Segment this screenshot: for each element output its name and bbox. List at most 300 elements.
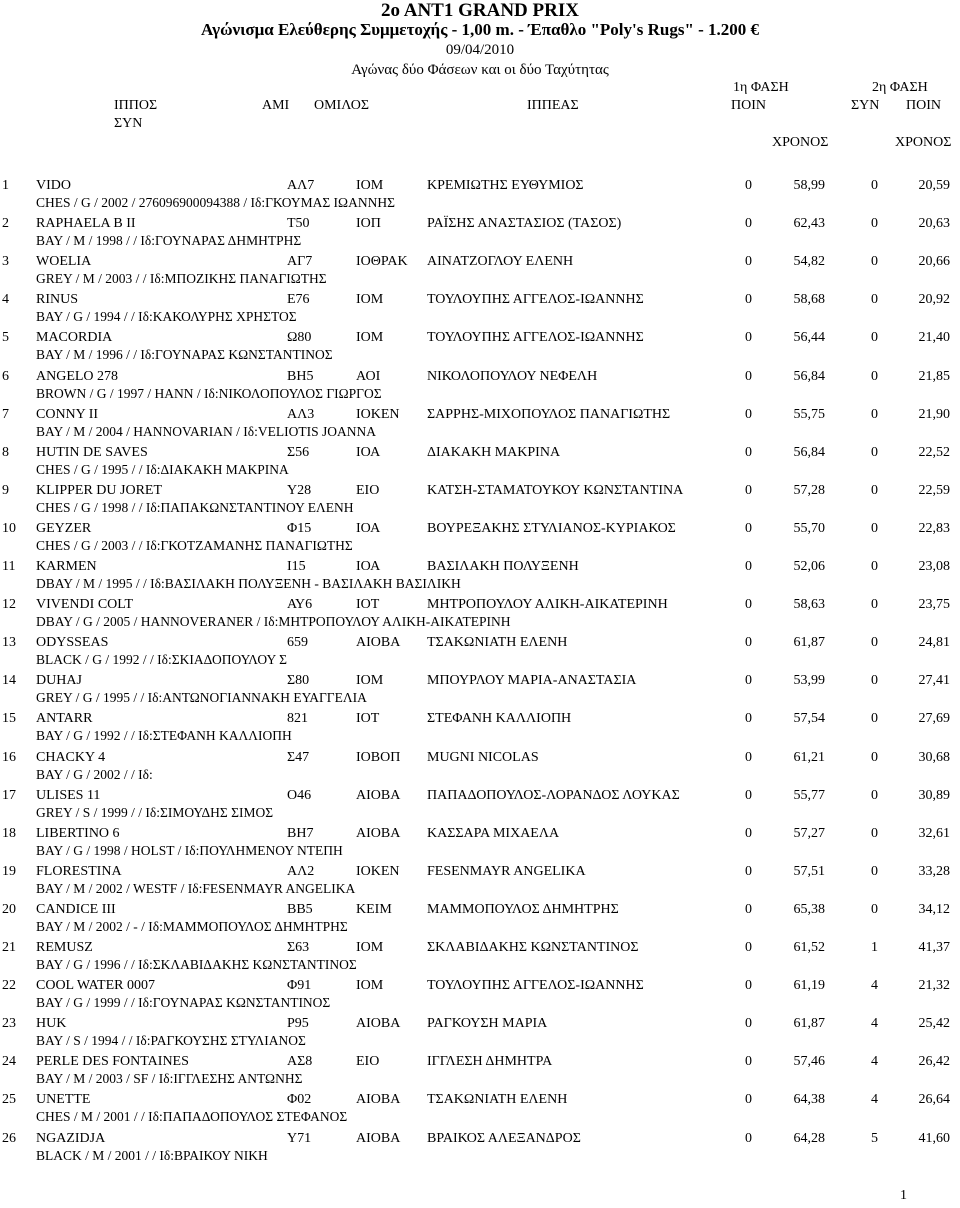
table-row [0, 1015, 960, 1053]
club-name: ΙΟΑ [356, 559, 381, 574]
entry-number: 4 [2, 292, 9, 308]
phase2-faults: 0 [871, 520, 878, 536]
phase1-faults: 0 [745, 178, 752, 193]
phase1-time: 58,68 [793, 292, 825, 308]
phase1-time: 65,38 [793, 901, 825, 917]
table-row [0, 710, 960, 748]
phase2-time: 30,68 [918, 749, 950, 765]
phase1-time: 56,44 [793, 330, 825, 346]
club-name: ΙΟΠ [356, 216, 381, 232]
entry-number: 12 [2, 597, 16, 613]
club-name: ΙΟΜ [356, 292, 384, 308]
horse-details: BLACK / G / 1992 / / Ιδ:ΣΚΙΑΔΟΠΟΥΛΟΥ Σ [36, 652, 287, 668]
table-row [0, 901, 960, 939]
club-name: ΙΟΤ [356, 597, 380, 613]
entry-number: 21 [2, 940, 16, 955]
horse-ami: Σ63 [287, 940, 310, 955]
horse-name: KARMEN [36, 559, 97, 574]
horse-details: BROWN / G / 1997 / HANN / Ιδ:ΝΙΚΟΛΟΠΟΥΛΟΣ ΓΙΩΡΓΟΣ [36, 385, 382, 401]
horse-details: DBAY / G / 2005 / HANNOVERANER / Ιδ:ΜΗΤΡΟΠΟΥΛΟΥ ΑΛΙΚΗ-ΑΙΚΑΤΕΡΙΝΗ [36, 614, 511, 630]
horse-name: WOELIA [36, 254, 92, 270]
entry-number: 13 [2, 635, 16, 651]
table-row [0, 825, 960, 863]
club-name: ΙΟΜ [356, 940, 384, 955]
phase1-faults: 0 [745, 1130, 752, 1146]
phase2-faults: 0 [871, 901, 878, 917]
phase2-faults: 0 [871, 787, 878, 803]
entry-number: 15 [2, 711, 16, 727]
phase2-time: 33,28 [918, 863, 950, 879]
club-name: ΑΙΟΒΑ [356, 635, 401, 651]
horse-details: CHES / G / 2003 / / Ιδ:ΓΚΟΤΖΑΜΑΝΗΣ ΠΑΝΑΓΙΩΤΗΣ [36, 537, 353, 553]
club-name: ΙΟΜ [356, 330, 384, 346]
phase2-time: 22,52 [918, 444, 950, 460]
table-row [0, 253, 960, 291]
horse-ami: ΑΥ6 [287, 597, 313, 613]
rider-name: ΜΑΜΜΟΠΟΥΛΟΣ ΔΗΜΗΤΡΗΣ [427, 901, 619, 917]
horse-details: CHES / G / 1995 / / Ιδ:ΔΙΑΚΑΚΗ ΜΑΚΡΙΝΑ [36, 461, 289, 477]
rider-name: ΜΗΤΡΟΠΟΥΛΟΥ ΑΛΙΚΗ-ΑΙΚΑΤΕΡΙΝΗ [427, 597, 668, 613]
phase2-faults: 0 [871, 597, 878, 613]
rider-name: ΤΣΑΚΩΝΙΑΤΗ ΕΛΕΝΗ [427, 635, 568, 651]
club-name: ΙΟΜ [356, 178, 384, 193]
phase2-time: 21,32 [918, 978, 950, 994]
phase2-faults: 0 [871, 406, 878, 422]
phase2-faults: 0 [871, 368, 878, 384]
phase1-time: 55,70 [793, 520, 825, 536]
horse-ami: ΒΗ5 [287, 368, 314, 384]
phase1-time: 53,99 [793, 673, 825, 689]
phase1-faults: 0 [745, 787, 752, 803]
horse-details: GREY / G / 1995 / / Ιδ:ΑΝΤΩΝΟΓΙΑΝΝΑΚΗ ΕΥΑΓΓΕΛΙΑ [36, 690, 367, 706]
phase1-header: 1η ΦΑΣΗ [733, 80, 789, 95]
rider-name: ΡΑΪΣΗΣ ΑΝΑΣΤΑΣΙΟΣ (ΤΑΣΟΣ) [427, 216, 622, 232]
phase1-faults: 0 [745, 406, 752, 422]
phase1-faults: 0 [745, 978, 752, 994]
phase1-faults: 0 [745, 825, 752, 841]
rider-name: ΣΤΕΦΑΝΗ ΚΑΛΛΙΟΠΗ [427, 711, 572, 727]
event-date: 09/04/2010 [445, 42, 515, 58]
phase1-time: 61,87 [793, 1016, 825, 1032]
horse-details: BAY / S / 1994 / / Ιδ:ΡΑΓΚΟΥΣΗΣ ΣΤΥΛΙΑΝΟΣ [36, 1033, 306, 1049]
horse-ami: ΑΓ7 [287, 254, 313, 270]
entry-number: 20 [2, 901, 16, 917]
entry-number: 24 [2, 1054, 16, 1070]
club-name: ΙΟΜ [356, 978, 384, 994]
phase1-faults: 0 [745, 216, 752, 232]
phase2-faults: 4 [871, 1092, 878, 1108]
horse-details: BAY / M / 1996 / / Ιδ:ΓΟΥΝΑΡΑΣ ΚΩΝΣΤΑΝΤΙΝΟΣ [36, 347, 333, 363]
entry-number: 22 [2, 978, 16, 994]
phase2-faults: 0 [871, 330, 878, 346]
phase1-time: 64,38 [793, 1092, 825, 1108]
phase2-time: 23,08 [918, 559, 950, 574]
phase1-faults: 0 [745, 559, 752, 574]
horse-name: RAPHAELA B II [36, 216, 136, 232]
column-ami: ΑΜΙ [262, 98, 290, 113]
horse-name: FLORESTINA [36, 863, 122, 879]
rider-name: ΚΑΣΣΑΡΑ ΜΙΧΑΕΛΑ [427, 825, 560, 841]
column-faults1: ΠΟΙΝ [731, 98, 766, 113]
table-row [0, 672, 960, 710]
table-row [0, 215, 960, 253]
phase1-faults: 0 [745, 597, 752, 613]
column-time2: ΧΡΟΝΟΣ [895, 135, 952, 150]
phase1-time: 64,28 [793, 1130, 825, 1146]
horse-details: BAY / G / 1992 / / Ιδ:ΣΤΕΦΑΝΗ ΚΑΛΛΙΟΠΗ [36, 728, 292, 744]
phase1-time: 56,84 [793, 368, 825, 384]
rider-name: ΠΑΠΑΔΟΠΟΥΛΟΣ-ΛΟΡΑΝΔΟΣ ΛΟΥΚΑΣ [427, 787, 680, 803]
rider-name: ΒΟΥΡΕΞΑΚΗΣ ΣΤΥΛΙΑΝΟΣ-ΚΥΡΙΑΚΟΣ [427, 520, 676, 536]
horse-details: GREY / S / 1999 / / Ιδ:ΣΙΜΟΥΔΗΣ ΣΙΜΟΣ [36, 804, 274, 820]
phase2-time: 21,85 [918, 368, 950, 384]
table-row [0, 596, 960, 634]
entry-number: 5 [2, 330, 9, 346]
rider-name: MUGNI NICOLAS [427, 749, 539, 765]
entry-number: 9 [2, 482, 9, 498]
horse-name: PERLE DES FONTAINES [36, 1054, 189, 1070]
horse-ami: 821 [287, 711, 308, 727]
horse-name: ODYSSEAS [36, 635, 109, 651]
horse-details: BAY / M / 2003 / SF / Ιδ:ΙΓΓΛΕΣΗΣ ΑΝΤΩΝΗΣ [36, 1071, 303, 1087]
club-name: ΑΙΟΒΑ [356, 1092, 401, 1108]
entry-number: 25 [2, 1092, 16, 1108]
horse-name: VIDO [36, 178, 71, 193]
club-name: ΙΟΘΡΑΚ [356, 254, 408, 270]
phase2-time: 20,59 [918, 178, 950, 193]
club-name: ΑΙΟΒΑ [356, 1130, 401, 1146]
phase2-faults: 0 [871, 254, 878, 270]
horse-ami: ΑΛ2 [287, 863, 315, 879]
club-name: ΙΟΚΕΝ [356, 863, 400, 879]
phase1-time: 57,54 [793, 711, 825, 727]
horse-details: CHES / G / 2002 / 276096900094388 / Ιδ:ΓΚΟΥΜΑΣ ΙΩΑΝΝΗΣ [36, 195, 395, 210]
horse-ami: 659 [287, 635, 308, 651]
club-name: ΕΙΟ [356, 1054, 380, 1070]
entry-number: 8 [2, 444, 9, 460]
horse-name: VIVENDI COLT [36, 597, 134, 613]
phase2-time: 26,64 [918, 1092, 950, 1108]
club-name: ΙΟΑ [356, 444, 381, 460]
horse-ami: Σ80 [287, 673, 310, 689]
horse-name: HUTIN DE SAVES [36, 444, 148, 460]
phase1-time: 61,52 [793, 940, 825, 955]
rider-name: FESENMAYR ANGELIKA [427, 863, 586, 879]
phase1-time: 54,82 [793, 254, 825, 270]
phase2-faults: 0 [871, 482, 878, 498]
column-syn2: ΣΥΝ [851, 98, 880, 113]
phase1-time: 52,06 [793, 559, 825, 574]
horse-details: BAY / M / 2004 / HANNOVARIAN / Ιδ:VELIOTIS JOANNA [36, 423, 376, 439]
rider-name: ΚΡΕΜΙΩΤΗΣ ΕΥΘΥΜΙΟΣ [427, 178, 584, 193]
horse-details: BAY / G / 1996 / / Ιδ:ΣΚΛΑΒΙΔΑΚΗΣ ΚΩΝΣΤΑΝΤΙΝΟΣ [36, 957, 357, 972]
phase1-time: 61,21 [793, 749, 825, 765]
phase2-faults: 0 [871, 863, 878, 879]
entry-number: 2 [2, 216, 9, 232]
phase2-time: 26,42 [918, 1054, 950, 1070]
rider-name: ΣΑΡΡΗΣ-ΜΙΧΟΠΟΥΛΟΣ ΠΑΝΑΓΙΩΤΗΣ [427, 406, 671, 422]
page-title: 2o ANT1 GRAND PRIX [381, 0, 579, 21]
phase2-faults: 0 [871, 178, 878, 193]
entry-number: 6 [2, 368, 9, 384]
club-name: ΙΟΤ [356, 711, 380, 727]
entry-number: 14 [2, 673, 16, 689]
horse-ami: Ε76 [287, 292, 310, 308]
phase2-faults: 1 [871, 940, 878, 955]
event-format: Αγώνας δύο Φάσεων και οι δύο Ταχύτητας [351, 62, 609, 78]
horse-details: BAY / G / 2002 / / Ιδ: [36, 766, 153, 782]
phase2-faults: 0 [871, 635, 878, 651]
entry-number: 17 [2, 787, 16, 803]
phase2-faults: 0 [871, 559, 878, 574]
phase2-faults: 4 [871, 1054, 878, 1070]
entry-number: 11 [2, 559, 16, 574]
phase1-time: 61,19 [793, 978, 825, 994]
horse-name: RINUS [36, 292, 79, 308]
table-row [0, 1130, 960, 1168]
table-row [0, 634, 960, 672]
phase2-faults: 4 [871, 978, 878, 994]
phase1-faults: 0 [745, 673, 752, 689]
horse-name: CANDICE III [36, 901, 116, 917]
phase2-faults: 5 [871, 1130, 878, 1146]
phase2-time: 25,42 [918, 1016, 950, 1032]
phase1-faults: 0 [745, 482, 752, 498]
club-name: ΑΙΟΒΑ [356, 787, 401, 803]
club-name: ΚΕΙΜ [356, 901, 392, 917]
horse-details: BLACK / M / 2001 / / Ιδ:ΒΡΑΙΚΟΥ ΝΙΚΗ [36, 1147, 268, 1163]
horse-name: GEYZER [36, 520, 92, 536]
horse-ami: Ι15 [287, 559, 306, 574]
horse-name: DUHAJ [36, 673, 82, 689]
horse-ami: Σ56 [287, 444, 310, 460]
horse-ami: ΑΣ8 [287, 1054, 313, 1070]
phase1-faults: 0 [745, 940, 752, 955]
phase2-faults: 0 [871, 673, 878, 689]
horse-ami: Υ71 [287, 1130, 312, 1146]
column-faults2: ΠΟΙΝ [906, 98, 941, 113]
rider-name: ΒΑΣΙΛΑΚΗ ΠΟΛΥΞΕΝΗ [427, 559, 579, 574]
table-row [0, 177, 960, 215]
phase2-time: 41,60 [918, 1130, 950, 1146]
table-row [0, 1091, 960, 1129]
horse-name: ANTARR [36, 711, 93, 727]
horse-ami: Φ91 [287, 978, 312, 994]
horse-name: COOL WATER 0007 [36, 978, 155, 994]
phase2-time: 30,89 [918, 787, 950, 803]
entry-number: 19 [2, 863, 16, 879]
horse-name: REMUSZ [36, 940, 93, 955]
table-row [0, 291, 960, 329]
phase2-time: 21,40 [918, 330, 950, 346]
event-subtitle: Αγώνισμα Ελεύθερης Συμμετοχής - 1,00 m. - Έπαθλο "Poly's Rugs" - 1.200 € [200, 20, 760, 39]
phase1-faults: 0 [745, 749, 752, 765]
phase1-time: 62,43 [793, 216, 825, 232]
rider-name: ΙΓΓΛΕΣΗ ΔΗΜΗΤΡΑ [427, 1054, 553, 1070]
club-name: ΑΙΟΒΑ [356, 825, 401, 841]
horse-name: CONNY II [36, 406, 99, 422]
horse-ami: Υ28 [287, 482, 312, 498]
rider-name: ΣΚΛΑΒΙΔΑΚΗΣ ΚΩΝΣΤΑΝΤΙΝΟΣ [427, 940, 639, 955]
phase2-time: 32,61 [918, 825, 950, 841]
phase1-faults: 0 [745, 292, 752, 308]
rider-name: ΤΟΥΛΟΥΠΗΣ ΑΓΓΕΛΟΣ-ΙΩΑΝΝΗΣ [427, 978, 644, 994]
horse-details: CHES / M / 2001 / / Ιδ:ΠΑΠΑΔΟΠΟΥΛΟΣ ΣΤΕΦΑΝΟΣ [36, 1109, 348, 1125]
horse-name: UNETTE [36, 1092, 91, 1108]
horse-name: CHACKY 4 [36, 749, 106, 765]
rider-name: ΝΙΚΟΛΟΠΟΥΛΟΥ ΝΕΦΕΛΗ [427, 368, 598, 384]
phase2-time: 27,69 [918, 711, 950, 727]
page-number: 1 [900, 1188, 907, 1203]
club-name: ΙΟΑ [356, 520, 381, 536]
horse-name: HUK [36, 1016, 67, 1032]
table-row [0, 482, 960, 520]
horse-details: GREY / M / 2003 / / Ιδ:ΜΠΟΖΙΚΗΣ ΠΑΝΑΓΙΩΤΗΣ [36, 271, 327, 287]
table-row [0, 520, 960, 558]
phase1-faults: 0 [745, 520, 752, 536]
horse-name: KLIPPER DU JORET [36, 482, 163, 498]
phase2-faults: 0 [871, 749, 878, 765]
horse-name: ULISES 11 [36, 787, 101, 803]
phase1-faults: 0 [745, 901, 752, 917]
phase1-time: 56,84 [793, 444, 825, 460]
phase1-faults: 0 [745, 1054, 752, 1070]
phase1-time: 58,99 [793, 178, 825, 193]
horse-ami: ΒΒ5 [287, 901, 313, 917]
horse-name: NGAZIDJA [36, 1130, 106, 1146]
horse-details: BAY / M / 2002 / - / Ιδ:ΜΑΜΜΟΠΟΥΛΟΣ ΔΗΜΗΤΡΗΣ [36, 918, 348, 934]
club-name: ΑΟΙ [356, 368, 381, 384]
phase1-time: 57,27 [793, 825, 825, 841]
phase2-time: 34,12 [918, 901, 950, 917]
table-row [0, 977, 960, 1015]
rider-name: ΜΠΟΥΡΛΟΥ ΜΑΡΙΑ-ΑΝΑΣΤΑΣΙΑ [427, 673, 637, 689]
entry-number: 18 [2, 825, 16, 841]
horse-name: LIBERTINO 6 [36, 825, 120, 841]
table-row [0, 939, 960, 977]
phase1-faults: 0 [745, 368, 752, 384]
phase1-faults: 0 [745, 863, 752, 879]
entry-number: 26 [2, 1130, 16, 1146]
phase1-time: 55,75 [793, 406, 825, 422]
column-club: ΟΜΙΛΟΣ [314, 98, 370, 113]
table-row [0, 329, 960, 367]
horse-details: BAY / M / 2002 / WESTF / Ιδ:FESENMAYR ANGELIKA [36, 880, 356, 896]
phase2-faults: 0 [871, 444, 878, 460]
phase2-time: 24,81 [918, 635, 950, 651]
rider-name: ΤΟΥΛΟΥΠΗΣ ΑΓΓΕΛΟΣ-ΙΩΑΝΝΗΣ [427, 330, 644, 346]
table-row [0, 558, 960, 596]
horse-name: MACORDIA [36, 330, 113, 346]
club-name: ΕΙΟ [356, 482, 380, 498]
phase1-time: 55,77 [793, 787, 825, 803]
table-row [0, 863, 960, 901]
table-row [0, 1053, 960, 1091]
table-row [0, 444, 960, 482]
phase2-time: 41,37 [918, 940, 950, 955]
phase1-time: 57,51 [793, 863, 825, 879]
rider-name: ΒΡΑΙΚΟΣ ΑΛΕΞΑΝΔΡΟΣ [427, 1130, 581, 1146]
phase2-faults: 0 [871, 292, 878, 308]
horse-details: BAY / G / 1998 / HOLST / Ιδ:ΠΟΥΛΗΜΕΝΟΥ ΝΤΕΠΗ [36, 842, 343, 858]
phase2-time: 22,59 [918, 482, 950, 498]
phase1-faults: 0 [745, 711, 752, 727]
horse-name: ANGELO 278 [36, 368, 119, 384]
horse-ami: Φ15 [287, 520, 312, 536]
phase2-faults: 0 [871, 711, 878, 727]
column-horse: ΙΠΠΟΣ [114, 98, 158, 113]
rider-name: ΡΑΓΚΟΥΣΗ ΜΑΡΙΑ [427, 1016, 548, 1032]
horse-ami: ΑΛ3 [287, 406, 315, 422]
phase2-time: 20,92 [918, 292, 950, 308]
horse-ami: Ρ95 [287, 1016, 309, 1032]
entry-number: 23 [2, 1016, 16, 1032]
rider-name: ΤΣΑΚΩΝΙΑΤΗ ΕΛΕΝΗ [427, 1092, 568, 1108]
phase1-faults: 0 [745, 254, 752, 270]
horse-details: CHES / G / 1998 / / Ιδ:ΠΑΠΑΚΩΝΣΤΑΝΤΙΝΟΥ ΕΛΕΝΗ [36, 499, 354, 515]
entry-number: 1 [2, 178, 9, 193]
horse-details: BAY / G / 1999 / / Ιδ:ΓΟΥΝΑΡΑΣ ΚΩΝΣΤΑΝΤΙΝΟΣ [36, 995, 331, 1011]
horse-ami: Τ50 [287, 216, 310, 232]
table-row [0, 749, 960, 787]
column-time1: ΧΡΟΝΟΣ [772, 135, 829, 150]
phase2-header: 2η ΦΑΣΗ [872, 80, 928, 95]
phase1-faults: 0 [745, 444, 752, 460]
phase2-faults: 4 [871, 1016, 878, 1032]
phase1-faults: 0 [745, 330, 752, 346]
phase1-faults: 0 [745, 635, 752, 651]
horse-ami: ΑΛ7 [287, 178, 315, 193]
phase2-time: 20,63 [918, 216, 950, 232]
column-syn1: ΣΥΝ [114, 116, 143, 131]
phase2-faults: 0 [871, 216, 878, 232]
club-name: ΑΙΟΒΑ [356, 1016, 401, 1032]
rider-name: ΔΙΑΚΑΚΗ ΜΑΚΡΙΝΑ [427, 444, 561, 460]
entry-number: 10 [2, 520, 16, 536]
entry-number: 7 [2, 406, 9, 422]
entry-number: 16 [2, 749, 16, 765]
horse-details: BAY / G / 1994 / / Ιδ:ΚΑΚΟΛΥΡΗΣ ΧΡΗΣΤΟΣ [36, 309, 297, 325]
phase1-time: 61,87 [793, 635, 825, 651]
horse-details: DBAY / M / 1995 / / Ιδ:ΒΑΣΙΛΑΚΗ ΠΟΛΥΞΕΝΗ - ΒΑΣΙΛΑΚΗ ΒΑΣΙΛΙΚΗ [36, 576, 461, 591]
horse-ami: Φ02 [287, 1092, 312, 1108]
phase2-time: 23,75 [918, 597, 950, 613]
club-name: ΙΟΚΕΝ [356, 406, 400, 422]
horse-ami: Σ47 [287, 749, 310, 765]
phase1-time: 57,28 [793, 482, 825, 498]
phase2-time: 21,90 [918, 406, 950, 422]
horse-details: BAY / M / 1998 / / Ιδ:ΓΟΥΝΑΡΑΣ ΔΗΜΗΤΡΗΣ [36, 233, 302, 249]
phase2-time: 20,66 [918, 254, 950, 270]
rider-name: ΤΟΥΛΟΥΠΗΣ ΑΓΓΕΛΟΣ-ΙΩΑΝΝΗΣ [427, 292, 644, 308]
club-name: ΙΟΜ [356, 673, 384, 689]
horse-ami: Ω80 [287, 330, 312, 346]
rider-name: ΑΙΝΑΤΖΟΓΛΟΥ ΕΛΕΝΗ [427, 254, 574, 270]
phase1-faults: 0 [745, 1092, 752, 1108]
phase1-time: 58,63 [793, 597, 825, 613]
phase2-faults: 0 [871, 825, 878, 841]
table-row [0, 787, 960, 825]
rider-name: ΚΑΤΣΗ-ΣΤΑΜΑΤΟΥΚΟΥ ΚΩΝΣΤΑΝΤΙΝΑ [427, 482, 684, 498]
phase2-time: 22,83 [918, 520, 950, 536]
column-rider: ΙΠΠΕΑΣ [527, 98, 579, 113]
horse-ami: ΒΗ7 [287, 825, 314, 841]
entry-number: 3 [2, 254, 9, 270]
horse-ami: Ο46 [287, 787, 312, 803]
phase1-time: 57,46 [793, 1054, 825, 1070]
table-row [0, 368, 960, 406]
club-name: ΙΟΒΟΠ [356, 749, 401, 765]
